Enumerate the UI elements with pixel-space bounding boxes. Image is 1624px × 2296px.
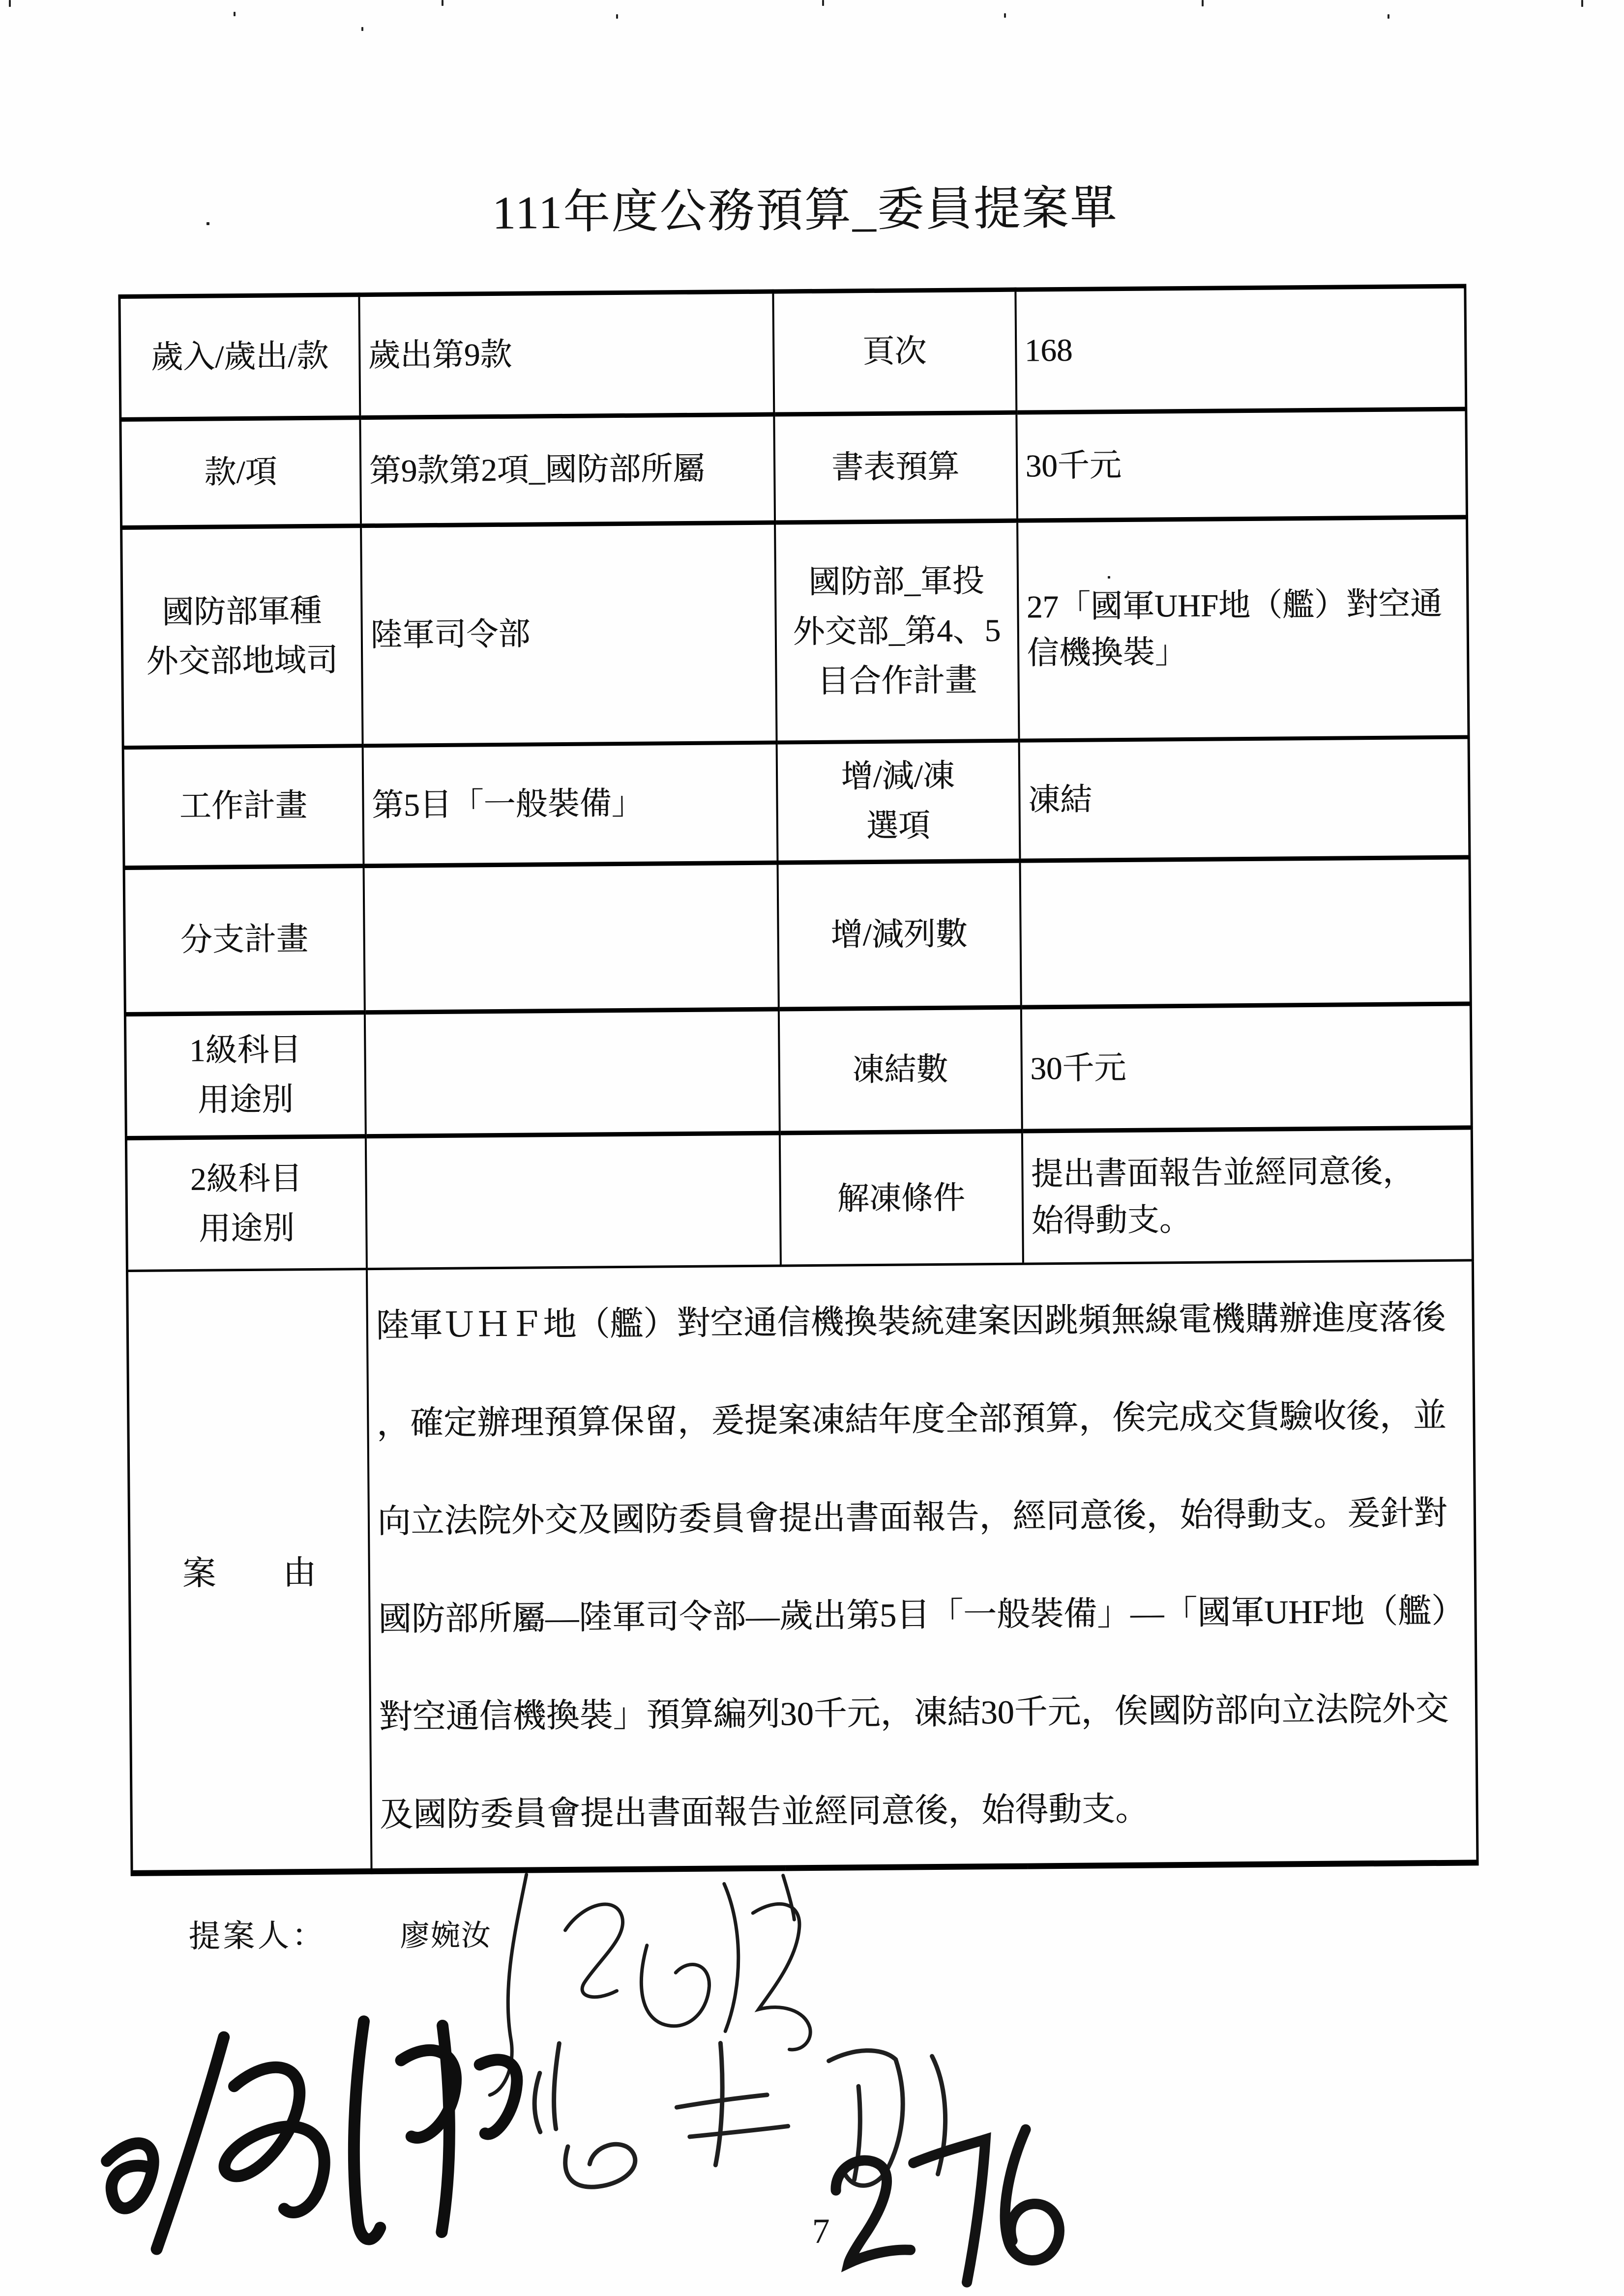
case-reason-label: 案 由 (182, 1553, 317, 1592)
sub-plan-value (363, 863, 778, 1013)
adjust-rows-label: 增/減列數 (777, 861, 1021, 1009)
table-row (119, 286, 1466, 419)
unfreeze-condition-value: 提出書面報告並經同意後， 始得動支。 (1022, 1128, 1473, 1264)
adjust-option-value: 凍結 (1019, 737, 1470, 861)
table-row (126, 1128, 1473, 1271)
table-row (123, 737, 1470, 868)
proposer-name: 廖婉汝 (400, 1919, 492, 1952)
fiscal-category-value: 歲出第9款 (359, 291, 774, 418)
program-category-value: 27「國軍UHF地（艦）對空通 信機換裝」 (1017, 517, 1469, 740)
program-category-label: 國防部_軍投 外交部_第4、5 目合作計畫 (775, 521, 1019, 742)
level1-subject-label: 1級科目 用途別 (125, 1013, 365, 1138)
page-title: 111年度公務預算_委員提案單 (492, 182, 1119, 239)
frozen-amount-value: 30千元 (1021, 1004, 1472, 1131)
section-item-value: 第9款第2項_國防部所屬 (360, 414, 775, 526)
fiscal-category-label: 歲入/歲出/款 (119, 295, 360, 420)
frozen-amount-label: 凍結數 (778, 1007, 1022, 1133)
table-row (121, 517, 1469, 747)
agency-branch-value: 陸軍司令部 (361, 523, 776, 746)
case-reason-row (127, 1260, 1477, 1873)
sub-plan-label: 分支計畫 (124, 866, 364, 1015)
proposal-table (118, 284, 1478, 1876)
page-index-value: 168 (1015, 286, 1466, 412)
case-reason-text: 陸軍ＵＨＦ地（艦）對空通信機換裝統建案因跳頻無線電機購辦進度落後 ，確定辦理預算保留，爰提案凍結年度全部預算，俟完成交貨驗收後，並 向立法院外交及國防委員會提出書面報告，經同意後，始得動支。爰針對 國防部所屬—陸軍司令部—歲出第5目「一般裝備」—「國軍UHF地（艦） 對空通信機換裝」預算編列30千元，凍結30千元，俟國防部向立法院外交 及國防委員會提出書面報告並經同意後，始得動支。 (366, 1260, 1477, 1871)
level2-subject-value (365, 1133, 780, 1269)
table-row (125, 1004, 1472, 1138)
proposer-label: 提案人： (188, 1918, 326, 1954)
level1-subject-value (364, 1009, 779, 1136)
page-number: 7 (812, 2211, 830, 2251)
section-item-label: 款/項 (120, 418, 361, 528)
book-budget-label: 書表預算 (774, 412, 1017, 523)
book-budget-value: 30千元 (1016, 409, 1467, 521)
adjust-rows-value (1020, 857, 1471, 1007)
unfreeze-condition-label: 解凍條件 (779, 1131, 1023, 1266)
work-plan-value: 第5目「一般裝備」 (362, 742, 777, 866)
work-plan-label: 工作計畫 (123, 746, 363, 868)
adjust-option-label: 增/減/凍 選項 (776, 740, 1020, 863)
table-row (124, 857, 1471, 1014)
page-index-label: 頁次 (773, 290, 1016, 414)
table-row (120, 409, 1467, 527)
level2-subject-label: 2級科目 用途別 (126, 1136, 366, 1271)
agency-branch-label: 國防部軍種 外交部地域司 (121, 526, 362, 748)
proposer-line (188, 1909, 492, 1956)
